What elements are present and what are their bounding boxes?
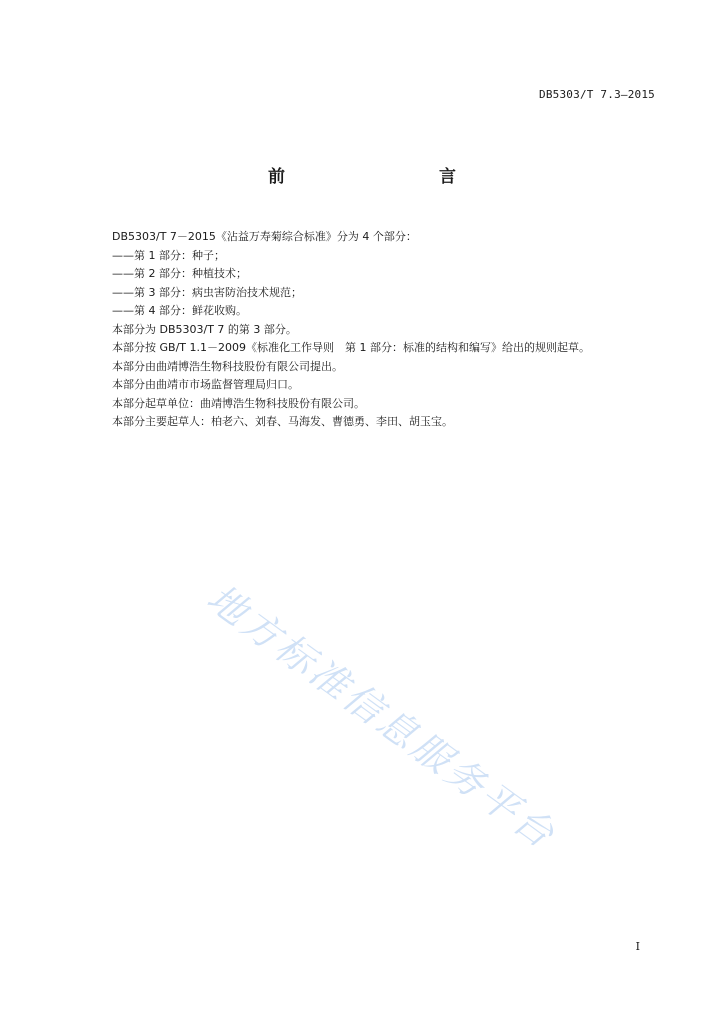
list-item-part-4: ——第 4 部分：鲜花收购。 bbox=[112, 304, 247, 317]
list-item-part-2: ——第 2 部分：种植技术； bbox=[112, 267, 247, 280]
page-title: 前 言 bbox=[268, 167, 496, 187]
foreword-body bbox=[112, 228, 672, 432]
paragraph-administrator: 本部分由曲靖市市场监督管理局归口。 bbox=[112, 378, 299, 391]
paragraph-drafters: 本部分主要起草人：柏老六、刘春、马海发、曹德勇、李田、胡玉宝。 bbox=[112, 415, 453, 428]
paragraph-intro: DB5303/T 7－2015《沾益万寿菊综合标准》分为 4 个部分： bbox=[112, 230, 417, 243]
standard-code: DB5303/T 7.3—2015 bbox=[539, 88, 655, 101]
paragraph-drafting-unit: 本部分起草单位：曲靖博浩生物科技股份有限公司。 bbox=[112, 396, 365, 410]
paragraph-proposer: 本部分由曲靖博浩生物科技股份有限公司提出。 bbox=[112, 359, 343, 373]
list-item-part-3: ——第 3 部分：病虫害防治技术规范； bbox=[112, 285, 302, 299]
list-item-part-1: ——第 1 部分：种子； bbox=[112, 248, 225, 262]
paragraph-part-statement: 本部分为 DB5303/T 7 的第 3 部分。 bbox=[112, 322, 297, 336]
watermark: 地方标准信息服务平台 bbox=[199, 575, 565, 859]
page-number: I bbox=[635, 940, 640, 953]
paragraph-drafting-rules: 本部分按 GB/T 1.1－2009《标准化工作导则 第 1 部分：标准的结构和编写》给出的规则起草。 bbox=[112, 341, 590, 354]
